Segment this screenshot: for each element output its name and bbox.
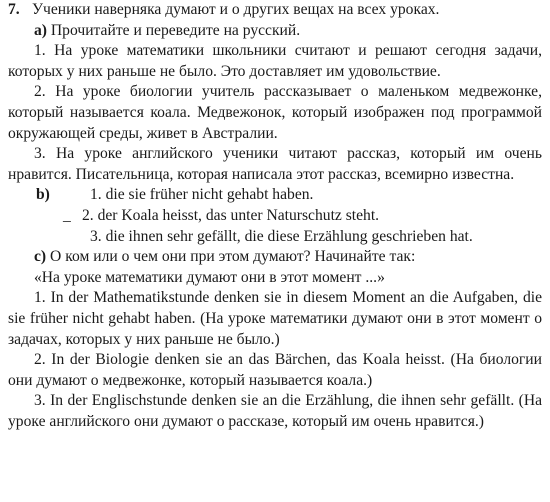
task-a-label: а) <box>34 21 47 39</box>
task-b-line-3 <box>8 227 542 248</box>
paragraph-ru-3: 3. На уроке английского ученики читают рассказ, который им очень нравится. Писательница, которая написала этот рассказ, всемирно известна. <box>8 145 542 183</box>
paragraph-ru-1: 1. На уроке математики школьники считают и решают сегодня задачи, которых у них раньше не было. Это доставляет им удовольствие. <box>8 42 542 80</box>
task-c-text: О ком или о чем они при этом думают? Начинайте так: <box>50 248 416 266</box>
task-c-label: с) <box>34 248 47 266</box>
task-b-line-1 <box>8 185 542 206</box>
task-b-dash: _ <box>63 206 71 224</box>
task-b-item-2: 2. der Koala heisst, das unter Naturschutz steht. <box>82 206 380 224</box>
exercise-number: 7. <box>8 1 20 18</box>
task-b-line-2 <box>8 206 542 227</box>
task-c <box>8 247 542 268</box>
paragraph-ru-2: 2. На уроке биологии учитель рассказывает о маленьком медвежонке, который называется коала. Медвежонок, который изображен под программой окружающей среды, живет в Австралии. <box>8 83 542 142</box>
task-a-text: Прочитайте и переведите на русский. <box>50 21 301 39</box>
task-b-label: b) <box>36 186 50 204</box>
exercise-heading <box>8 0 542 21</box>
answer-2: 2. In der Biologie denken sie an das Bärchen, das Koala heisst. (На биологии они думают о медвежонке, который называется коала.) <box>8 351 542 389</box>
task-c-prompt: «На уроке математики думают они в этот момент ...» <box>34 268 385 286</box>
answer-3: 3. In der Englischstunde denken sie an die Erzählung, die ihnen sehr gefällt. (На уроке английского они думают о рассказе, который им очень нравится.) <box>8 392 542 430</box>
task-a <box>8 21 542 42</box>
task-b-item-3: 3. die ihnen sehr gefällt, die diese Erzählung geschrieben hat. <box>90 227 473 245</box>
task-b <box>8 185 542 247</box>
answer-1: 1. In der Mathematikstunde denken sie in diesem Moment an die Aufgaben, die sie früher nicht gehabt haben. (На уроке математики думают они в этот момент о задачах, которых у них раньше не было.) <box>8 289 542 348</box>
exercise-intro: Ученики наверняка думают и о других вещах на всех уроках. <box>32 1 440 18</box>
task-b-item-1: 1. die sie früher nicht gehabt haben. <box>90 186 314 204</box>
